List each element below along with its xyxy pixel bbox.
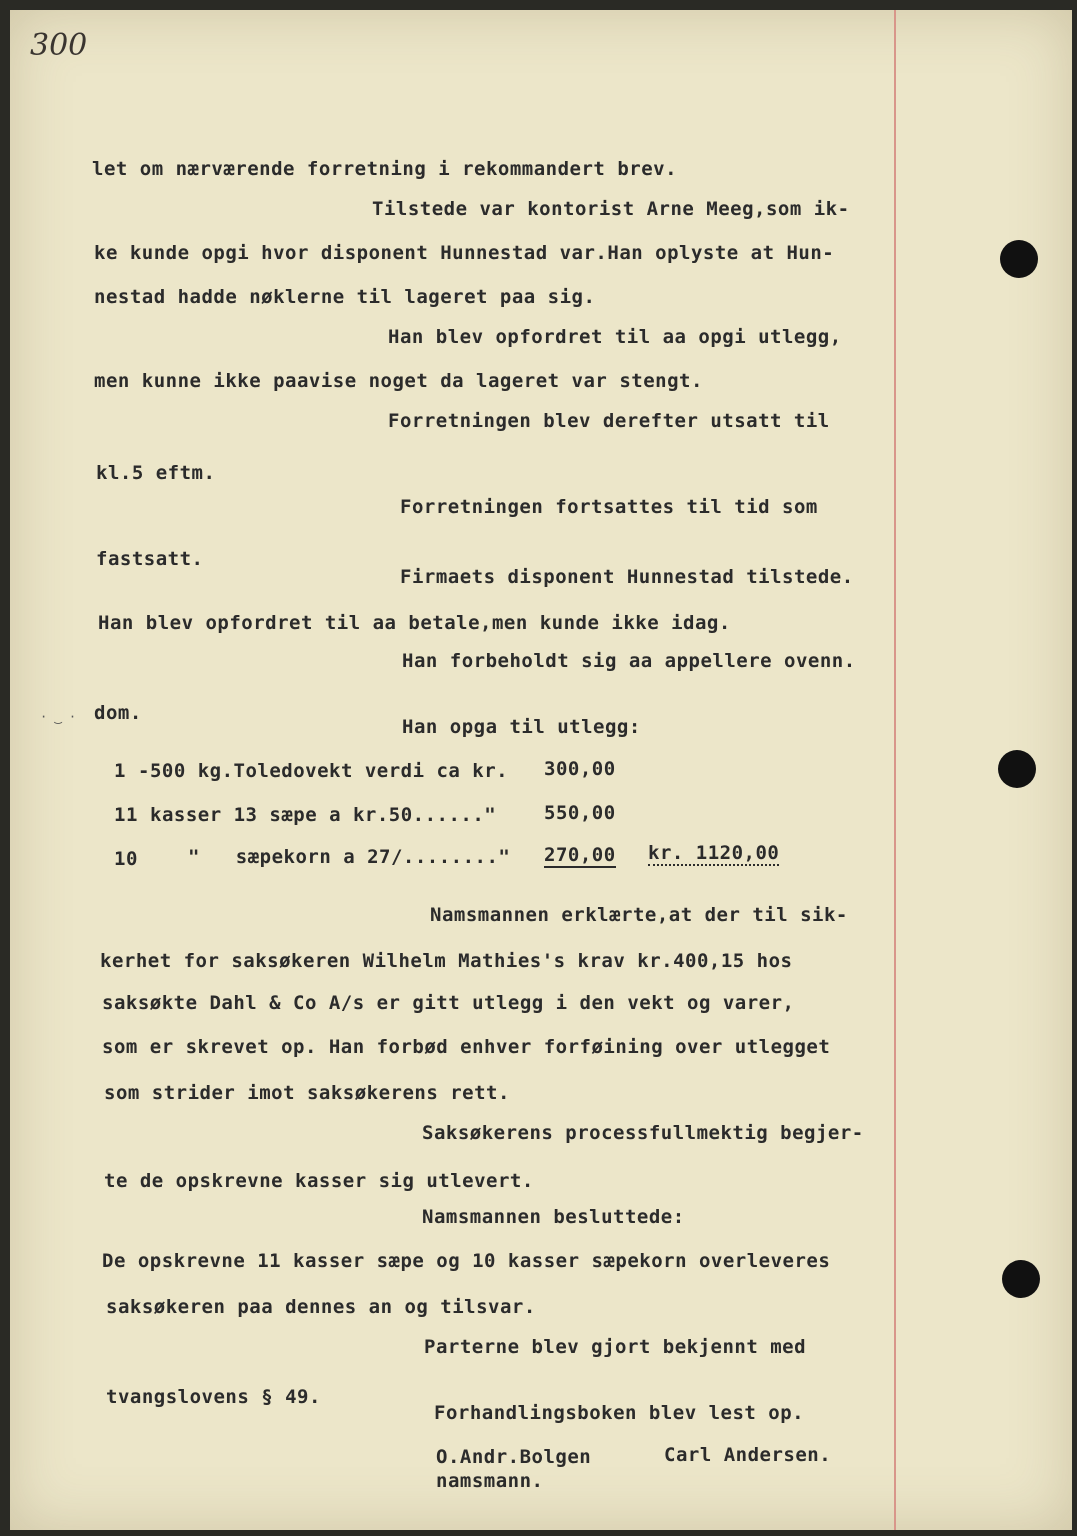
text-line: som er skrevet op. Han forbød enhver forføining over utlegget [102, 1036, 831, 1058]
text-line: Parterne blev gjort bekjennt med [424, 1336, 807, 1358]
text-line: Forhandlingsboken blev lest op. [434, 1402, 805, 1424]
text-line: Forretningen fortsattes til tid som [400, 496, 818, 518]
punch-hole [998, 750, 1036, 788]
document-page [10, 10, 1072, 1530]
signature-name: Carl Andersen. [664, 1444, 832, 1466]
text-line: saksøkeren paa dennes an og tilsvar. [106, 1296, 536, 1318]
text-line: Han forbeholdt sig aa appellere ovenn. [402, 650, 856, 672]
text-line: ke kunde opgi hvor disponent Hunnestad var.Han oplyste at Hun- [94, 242, 835, 264]
text-line: Forretningen blev derefter utsatt til [388, 410, 830, 432]
text-line: Han blev opfordret til aa opgi utlegg, [388, 326, 842, 348]
item-qty: 1 [114, 760, 126, 782]
page-number: 300 [30, 28, 88, 63]
item-qty: 11 [114, 804, 138, 826]
punch-hole [1000, 240, 1038, 278]
item-desc: kasser 13 sæpe a kr.50......" [150, 804, 497, 826]
ink-smudge: · ‿ · [40, 710, 77, 724]
text-line: Tilstede var kontorist Arne Meeg,som ik- [372, 198, 850, 220]
text-line: Han blev opfordret til aa betale,men kunde ikke idag. [98, 612, 731, 634]
text-line: te de opskrevne kasser sig utlevert. [104, 1170, 534, 1192]
signature-name: O.Andr.Bolgen [436, 1446, 592, 1468]
text-line: tvangslovens § 49. [106, 1386, 321, 1408]
text-line: Namsmannen erklærte,at der til sik- [430, 904, 848, 926]
item-qty: 10 [114, 848, 138, 870]
text-line: dom. [94, 702, 142, 724]
total-amount: kr. 1120,00 [648, 842, 780, 864]
text-line: fastsatt. [96, 548, 204, 570]
text-line: men kunne ikke paavise noget da lageret var stengt. [94, 370, 703, 392]
item-amount: 270,00 [544, 844, 616, 866]
item-desc: -500 kg.Toledovekt verdi ca kr. [138, 760, 509, 782]
text-line: let om nærværende forretning i rekommandert brev. [92, 158, 678, 180]
text-line: som strider imot saksøkerens rett. [104, 1082, 510, 1104]
text-line: Namsmannen besluttede: [422, 1206, 685, 1228]
text-line: kerhet for saksøkeren Wilhelm Mathies's krav kr.400,15 hos [100, 950, 793, 972]
punch-hole [1002, 1260, 1040, 1298]
text-line: nestad hadde nøklerne til lageret paa sig. [94, 286, 596, 308]
text-line: De opskrevne 11 kasser sæpe og 10 kasser sæpekorn overleveres [102, 1250, 831, 1272]
text-line: saksøkte Dahl & Co A/s er gitt utlegg i den vekt og varer, [102, 992, 795, 1014]
margin-rule [894, 10, 896, 1530]
signature-title: namsmann. [436, 1470, 544, 1492]
item-desc: " sæpekorn a 27/........" [188, 846, 511, 868]
item-amount: 300,00 [544, 758, 616, 780]
text-line: Firmaets disponent Hunnestad tilstede. [400, 566, 854, 588]
text-line: kl.5 eftm. [96, 462, 216, 484]
text-line: Han opga til utlegg: [402, 716, 641, 738]
item-amount: 550,00 [544, 802, 616, 824]
text-line: Saksøkerens processfullmektig begjer- [422, 1122, 864, 1144]
